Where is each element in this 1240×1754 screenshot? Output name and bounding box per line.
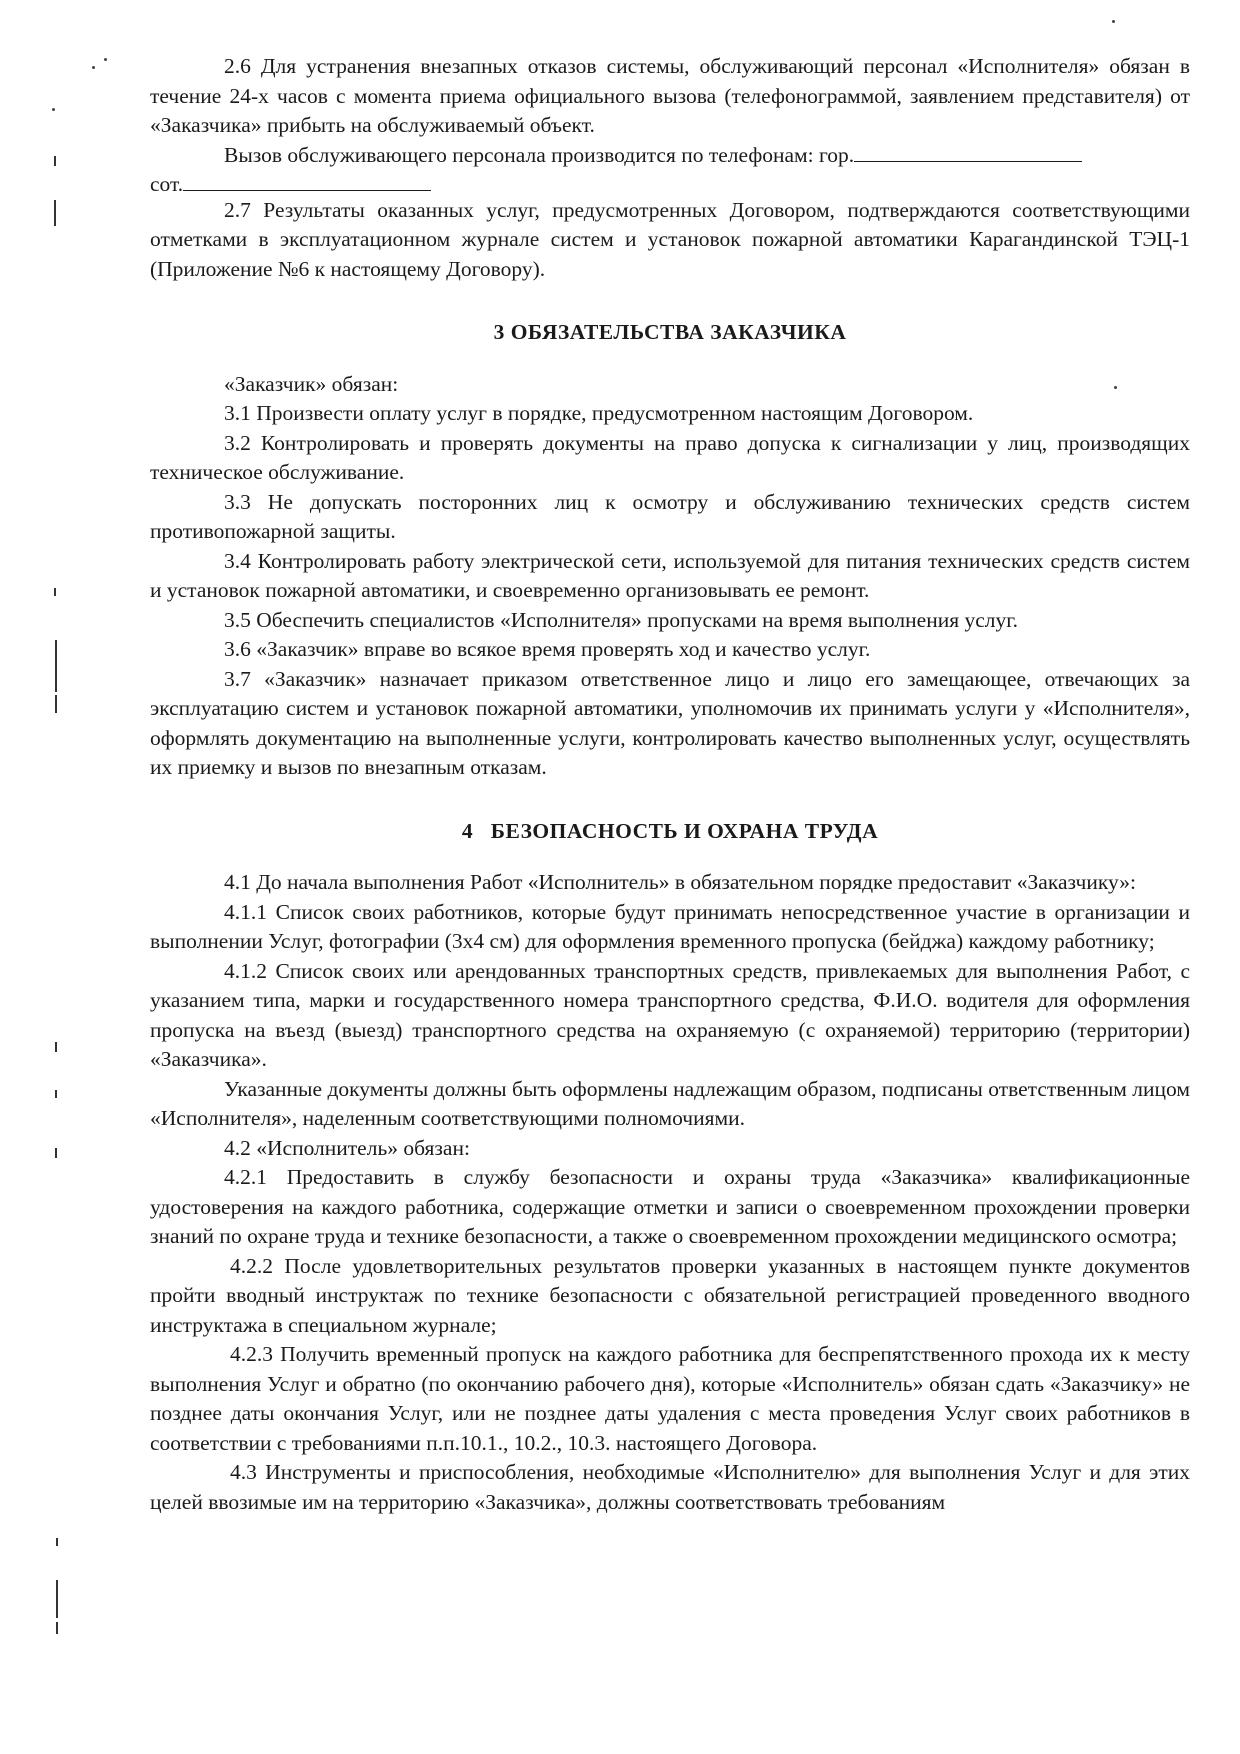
clause-3-3: 3.3 Не допускать посторонних лиц к осмотру и обслуживанию технических средств систем противопожарной защиты.: [150, 489, 1190, 543]
call-phone-label: Вызов обслуживающего персонала производится по телефонам: гор.: [224, 142, 855, 167]
section-4-heading: 4 БЕЗОПАСНОСТЬ И ОХРАНА ТРУДА: [461, 818, 879, 843]
scan-mark: [55, 695, 57, 713]
clause-4-2: 4.2 «Исполнитель» обязан:: [224, 1135, 470, 1160]
scan-mark: [56, 1580, 58, 1618]
clause-3-6: 3.6 «Заказчик» вправе во всякое время проверять ход и качество услуг.: [224, 637, 871, 661]
section-3-heading: 3 ОБЯЗАТЕЛЬСТВА ЗАКАЗЧИКА: [493, 320, 847, 344]
scan-speck: [104, 58, 107, 61]
clause-4-3: 4.3 Инструменты и приспособления, необходимые «Исполнителю» для выполнения Услуг и для этих целей ввозимые им на территорию «Заказчика», должны соответствовать требованиям: [150, 1460, 1190, 1514]
clause-3-5: 3.5 Обеспечить специалистов «Исполнителя» пропусками на время выполнения услуг.: [224, 607, 1019, 632]
clause-2-7: 2.7 Результаты оказанных услуг, предусмотренных Договором, подтверждаются соответствующими отметками в эксплуатационном журнале систем и установок пожарной автоматики Карагандинской ТЭЦ-1 (Приложение №6 к настоящему Договору).: [150, 197, 1190, 281]
scan-mark: [55, 640, 57, 692]
scan-mark: [54, 156, 56, 166]
scan-speck: [52, 108, 55, 111]
clause-4-1-1: 4.1.1 Список своих работников, которые будут принимать непосредственное участие в организации и выполнении Услуг, фотографии (3х4 см) для оформления временного пропуска (бейджа) каждому работнику;: [150, 899, 1190, 953]
scan-mark: [55, 1090, 57, 1098]
scan-mark: [56, 1622, 58, 1634]
clause-4-1-2: 4.1.2 Список своих или арендованных транспортных средств, привлекаемых для выполнения Работ, с указанием типа, марки и государственного номера транспортного средства, Ф.И.О. водителя для оформления пропуска на въезд (выезд) транспортного средства на охраняемую (с охраняемой) территорию (территории) «Заказчика».: [150, 958, 1190, 1071]
clause-3-7: 3.7 «Заказчик» назначает приказом ответственное лицо и лицо его замещающее, отвечающих за эксплуатацию систем и установок пожарной автоматики, уполномочив их принимать услуги у «Исполнителя», оформлять документацию на выполненные услуги, контролировать качество выполненных услуг, осуществлять их приемку и вызов по внезапным отказам.: [150, 666, 1190, 779]
phone-blank: [854, 141, 1082, 162]
cell-blank: [183, 170, 431, 191]
documents-note: Указанные документы должны быть оформлены надлежащим образом, подписаны ответственным лицом «Исполнителя», наделенным соответствующими полномочиями.: [150, 1076, 1190, 1130]
scan-speck: [92, 66, 95, 69]
scan-mark: [54, 588, 56, 596]
clause-4-2-1: 4.2.1 Предоставить в службу безопасности и охраны труда «Заказчика» квалификационные удостоверения на каждого работника, содержащие отметки и записи о своевременном прохождении проверки знаний по охране труда и технике безопасности, а также о своевременном прохождении медицинского осмотра;: [150, 1165, 1190, 1248]
clause-3-4: 3.4 Контролировать работу электрической сети, используемой для питания технических средств систем и установок пожарной автоматики, и своевременно организовывать ее ремонт.: [150, 548, 1190, 602]
call-phone-line: [150, 141, 1190, 171]
clause-4-1: 4.1 До начала выполнения Работ «Исполнитель» в обязательном порядке предоставит «Заказчику»:: [224, 870, 1137, 894]
section-3-intro: «Заказчик» обязан:: [224, 371, 399, 396]
scan-mark: [55, 1042, 57, 1052]
clause-2-6: 2.6 Для устранения внезапных отказов системы, обслуживающий персонал «Исполнителя» обязан в течение 24-х часов с момента приема официального вызова (телефонограммой, заявлением представителя) от «Заказчика» прибыть на обслуживаемый объект.: [150, 54, 1190, 137]
clause-3-1: 3.1 Произвести оплату услуг в порядке, предусмотренном настоящим Договором.: [224, 401, 974, 425]
clause-4-2-3: 4.2.3 Получить временный пропуск на каждого работника для беспрепятственного прохода их к месту выполнения Услуг и обратно (по окончанию рабочего дня), которые «Исполнитель» обязан сдать «Заказчику» не позднее даты окончания Услуг, или не позднее даты удаления с места проведения Услуг своих работников в соответствии с требованиями п.п.10.1., 10.2., 10.3. настоящего Договора.: [150, 1342, 1190, 1455]
clause-3-2: 3.2 Контролировать и проверять документы на право допуска к сигнализации у лиц, производящих техническое обслуживание.: [150, 430, 1190, 484]
clause-4-2-2: 4.2.2 После удовлетворительных результатов проверки указанных в настоящем пункте документов пройти вводный инструктаж по технике безопасности с обязательной регистрацией проведенного вводного инструктажа в специальном журнале;: [150, 1253, 1190, 1337]
scan-mark: [55, 1148, 57, 1158]
document-page: [150, 52, 1190, 1517]
scan-speck: [1112, 20, 1115, 23]
scan-mark: [54, 200, 56, 226]
cell-label: сот.: [150, 172, 184, 196]
scan-mark: [56, 1538, 58, 1546]
